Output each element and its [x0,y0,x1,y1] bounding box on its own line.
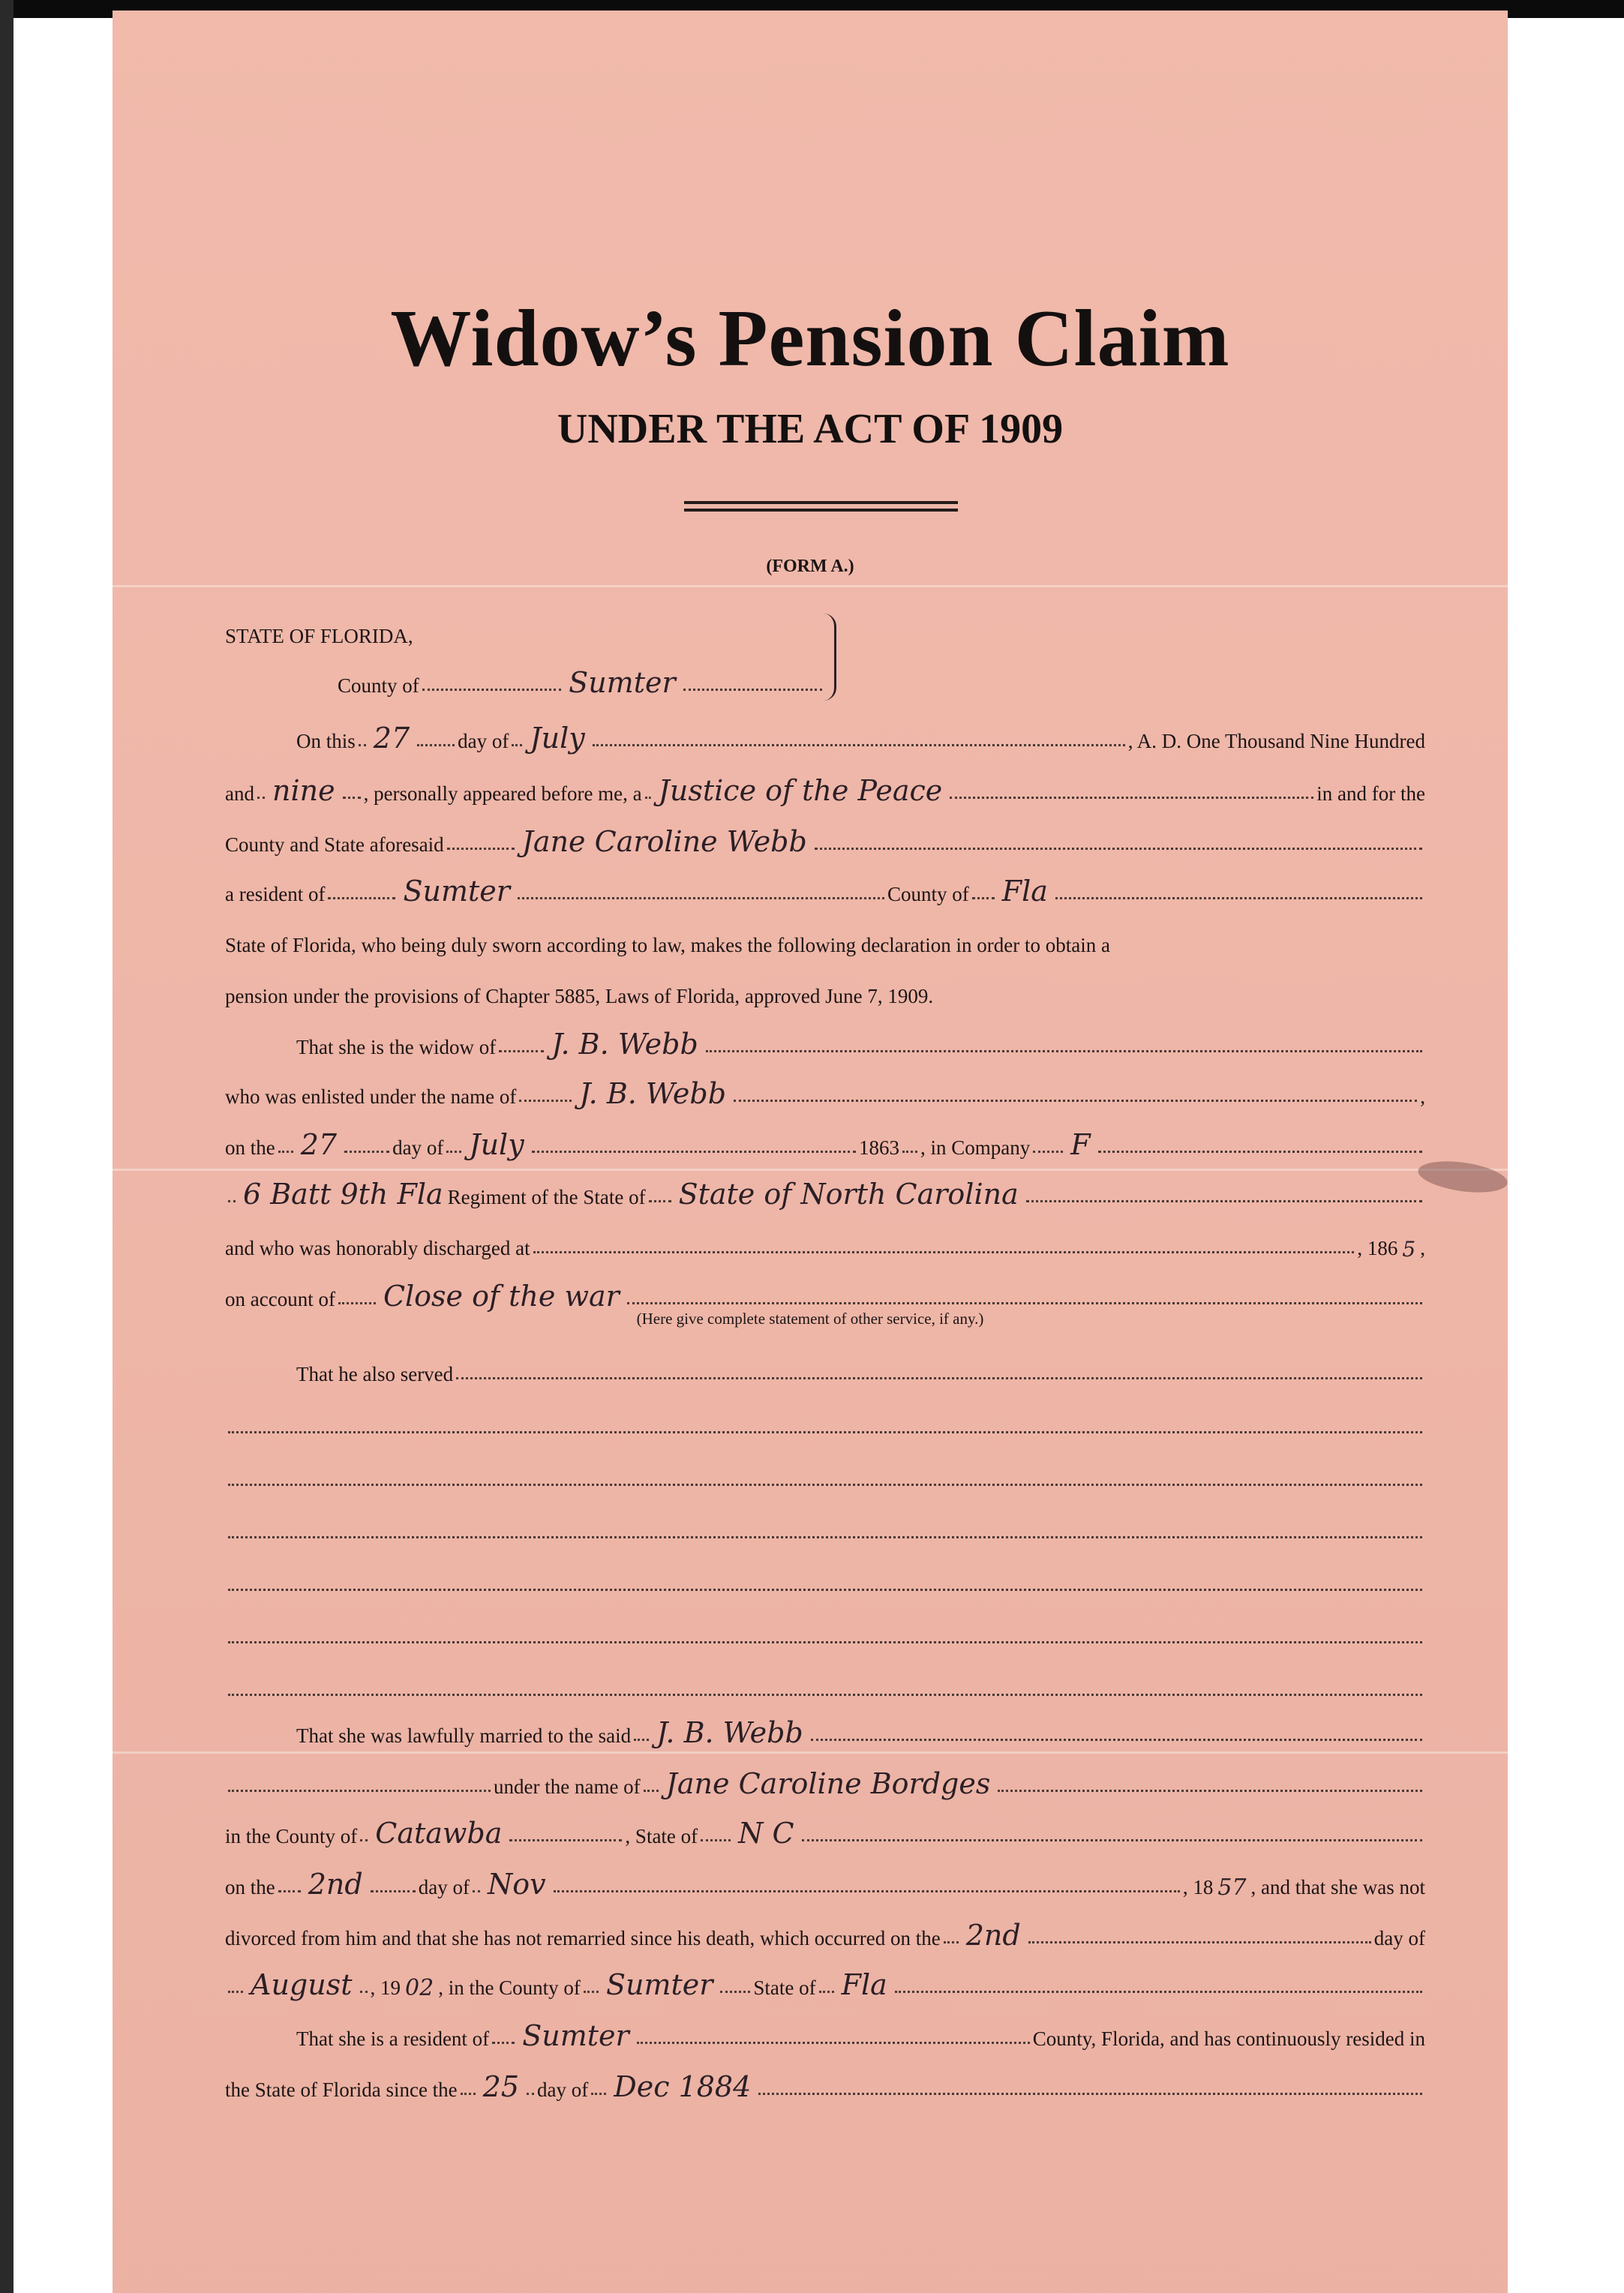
state-label: STATE OF FLORIDA, [225,625,413,647]
form-text: the State of Florida since the [225,2078,458,2101]
handwritten-marriage-state: N C [738,1817,794,1850]
title-rule [684,501,958,504]
handwritten-company: F [1070,1128,1091,1161]
handwritten-discharge-year: 5 [1402,1237,1416,1262]
form-text: , 186 [1357,1237,1398,1259]
header-brace [824,614,836,701]
handwritten-enlisted-name: J. B. Webb [579,1077,727,1110]
handwritten-death-year: 02 [405,1975,434,2001]
handwritten-husband: J. B. Webb [551,1028,698,1061]
handwritten-marriage-month: Nov [487,1868,546,1901]
handwritten-claimant: Jane Caroline Webb [521,825,807,858]
form-text: day of [1373,1927,1425,1949]
blank-line [225,1407,1425,1440]
other-service-note: (Here give complete statement of other service, if any.) [636,1310,984,1328]
form-text: and who was honorably discharged at [225,1237,530,1259]
form-text: pension under the provisions of Chapter 5885, Laws of Florida, approved June 7, 1909. [225,985,934,1007]
form-text: That she is a resident of [296,2027,490,2050]
form-text: State of [753,1976,816,1999]
form-line [225,1866,1425,1899]
form-text: day of [392,1136,444,1159]
handwritten-discharge-reason: Close of the war [383,1280,620,1313]
form-text: under the name of [494,1775,641,1798]
form-line [225,1766,1425,1799]
handwritten-death-day: 2nd [965,1919,1021,1952]
form-text: County of [887,883,969,905]
form-line [225,1815,1425,1848]
handwritten-marriage-year: 57 [1217,1874,1247,1901]
title-rule [684,509,958,512]
form-line [225,873,1425,906]
form-label: (FORM A.) [766,557,854,576]
form-text: , 18 [1182,1876,1214,1898]
handwritten-since-day: 25 [482,2070,520,2103]
form-line: who was enlisted under the name of J. B. Webb , [225,1077,1425,1110]
form-text: , State of [625,1825,698,1847]
paper-fold [113,1751,1508,1754]
form-line [225,1967,1425,2000]
form-text: a resident of [225,883,326,905]
handwritten-spouse: J. B. Webb [656,1716,803,1749]
county-label: County of [338,674,419,697]
form-text: day of [537,2078,589,2101]
handwritten-enlist-month: July [469,1128,524,1161]
form-line [225,1176,1425,1209]
form-text: , and that she was not [1250,1876,1425,1898]
handwritten-death-state: Fla [841,1968,887,2001]
handwritten-month: July [530,722,585,755]
handwritten-residence: Sumter [403,875,510,908]
form-text: day of [418,1876,470,1898]
handwritten-officer: Justice of the Peace [658,774,943,807]
form-text: who was enlisted under the name of [225,1085,517,1108]
form-line [225,1278,1425,1311]
form-text: , personally appeared before me, a [363,782,642,805]
blank-line [225,1512,1425,1545]
form-line [225,924,1425,957]
form-line [225,720,1425,753]
form-text: 1863 [859,1136,900,1159]
scanner-left-border [0,0,14,2293]
handwritten-battalion: 6 Batt 9th Fla [243,1178,443,1211]
form-text: That he also served [296,1363,454,1385]
form-text: , in Company [920,1136,1031,1159]
form-text: day of [458,730,509,752]
form-text: That she is the widow of [296,1036,497,1058]
handwritten-marriage-county: Catawba [375,1817,503,1850]
paper-fold [113,1169,1508,1171]
form-text: County and State aforesaid [225,833,444,856]
handwritten-current-county: Sumter [522,2019,629,2052]
handwritten-death-month: August [251,1968,353,2001]
form-text: , in the County of [438,1976,581,1999]
document-subtitle: UNDER THE ACT OF 1909 [557,406,1064,452]
form-text: and [225,782,254,805]
form-line [225,1715,1425,1748]
form-text: Regiment of the State of [447,1186,646,1208]
form-line [225,824,1425,857]
handwritten-maiden-name: Jane Caroline Bordges [665,1767,991,1800]
county-header [338,665,825,698]
form-text: , A. D. One Thousand Nine Hundred [1127,730,1425,752]
form-line [225,773,1425,806]
document-title: Widow’s Pension Claim [390,294,1230,383]
blank-line [225,1460,1425,1493]
blank-line [225,1670,1425,1703]
form-line [225,975,1425,1008]
handwritten-day: 27 [373,722,410,755]
form-text: That she was lawfully married to the said [296,1724,632,1747]
form-line [225,1353,1425,1386]
handwritten-death-county: Sumter [605,1968,713,2001]
form-line [225,1917,1425,1950]
form-text: divorced from him and that she has not remarried since his death, which occurred on the [225,1927,941,1949]
handwritten-county: Fla [1001,875,1048,908]
state-header [225,615,825,648]
paper-fold [113,585,1508,587]
form-text: on the [225,1136,275,1159]
form-text: On this [296,730,356,752]
form-line: and who was honorably discharged at , 186 5 , [225,1237,1425,1262]
form-text: County, Florida, and has continuously resided in [1032,2027,1425,2050]
form-line [225,2069,1425,2102]
form-line [225,1127,1425,1160]
form-text: State of Florida, who being duly sworn according to law, makes the following declaration in order to obtain a [225,934,1110,956]
county-value: Sumter [569,666,676,699]
blank-line [225,1565,1425,1598]
handwritten-regiment-state: State of North Carolina [678,1178,1019,1211]
handwritten-enlist-day: 27 [300,1128,338,1161]
handwritten-marriage-day: 2nd [308,1868,363,1901]
handwritten-year: nine [272,774,335,807]
form-text: in the County of [225,1825,358,1847]
form-text: in and for the [1316,782,1425,805]
handwritten-since-date: Dec 1884 [614,2070,752,2103]
form-line [225,1026,1425,1059]
form-line [225,2018,1425,2051]
form-text: on the [225,1876,275,1898]
form-text: , 19 [370,1976,401,1999]
form-text: on account of [225,1288,335,1310]
blank-line [225,1617,1425,1650]
